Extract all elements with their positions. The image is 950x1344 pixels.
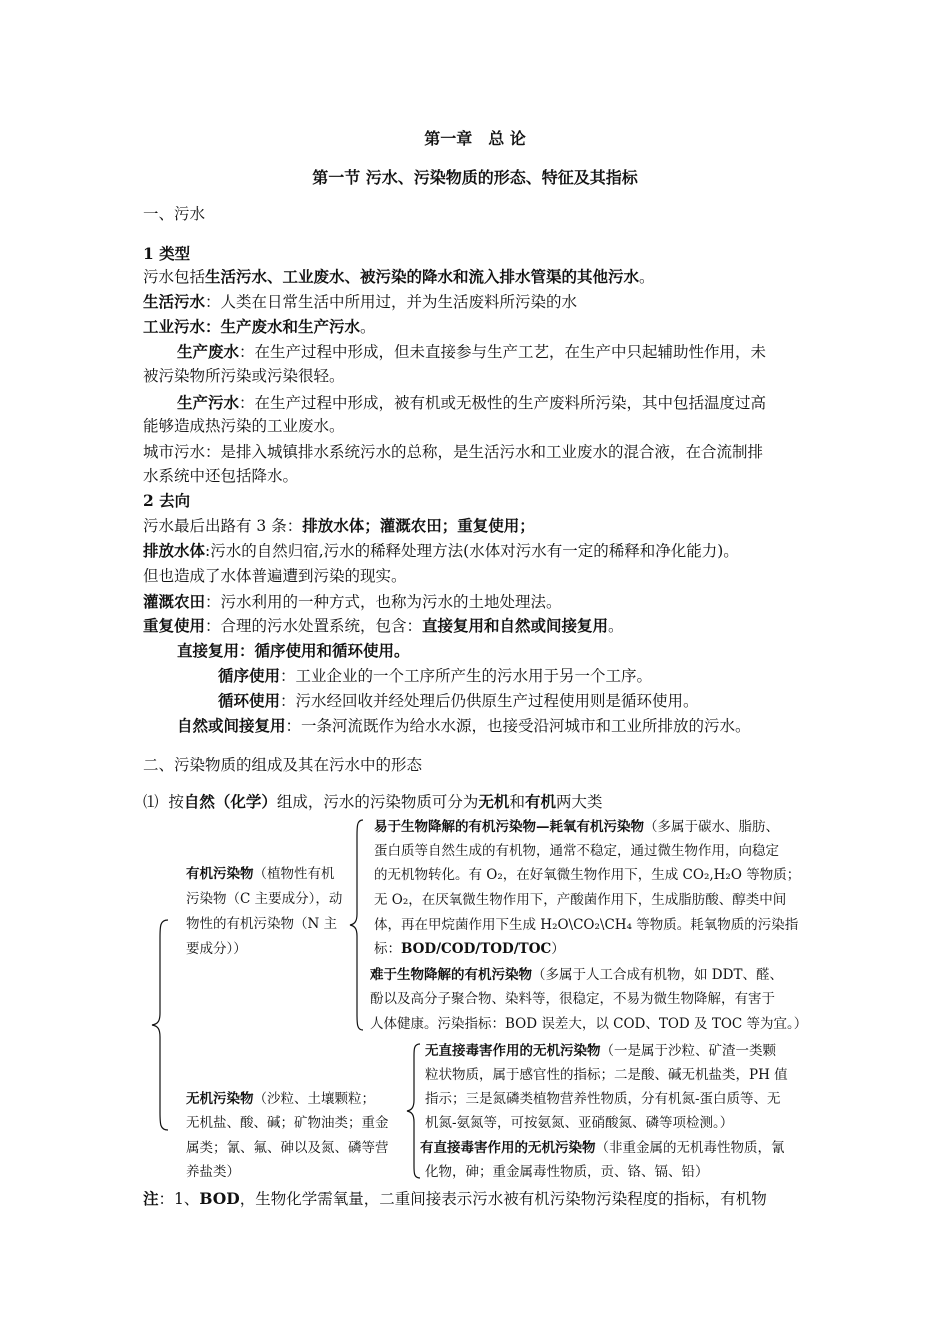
part2-heading: 二、污染物质的组成及其在污水中的形态 (143, 756, 423, 774)
organic-brace (348, 818, 366, 1032)
organic-desc-line-2: 污染物（C 主要成分），动 (186, 891, 343, 907)
natural-reuse-line: 自然或间接复用：一条河流既作为给水水源，也接受沿河城市和工业所排放的污水。 (177, 716, 751, 735)
organic-pollutant-label: 有机污染物（植物性有机 (186, 866, 335, 882)
reuse-line: 重复使用：合理的污水处置系统，包含：直接复用和自然或间接复用。 (143, 616, 624, 635)
types-line: 污水包括生活污水、工业废水、被污染的降水和流入排水管渠的其他污水。 (143, 267, 655, 286)
non-toxic-inorganic-line-2: 粒状物质，属于感官性的指标；二是酸、碱无机盐类，PH 值 (425, 1067, 788, 1083)
section-title: 第一节 污水、污染物质的形态、特征及其指标 (312, 168, 638, 187)
hard-degradable-line-3: 人体健康。污染指标：BOD 误差大，以 COD、TOD 及 TOC 等为宜。） (370, 1016, 808, 1032)
non-toxic-inorganic-line-1: 无直接毒害作用的无机污染物（一是属于沙粒、矿渣一类颗 (425, 1043, 776, 1059)
inorganic-desc-line-2: 无机盐、酸、碱；矿物油类；重金 (186, 1115, 389, 1131)
chapter-title: 第一章 总 论 (424, 129, 526, 148)
easy-degradable-line-3: 的无机物转化。有 O₂，在好氧微生物作用下，生成 CO₂,H₂O 等物质； (374, 867, 801, 883)
outer-brace (150, 918, 172, 1132)
non-toxic-inorganic-line-4: 机氮-氨氮等，可按氨氮、亚硝酸氮、磷等项检测。） (425, 1115, 734, 1131)
organic-desc-line-3: 物性的有机污染物（N 主 (186, 916, 338, 932)
discharge-line-2: 但也造成了水体普遍遭到污染的现实。 (143, 567, 407, 585)
domestic-sewage-line: 生活污水：人类在日常生活中所用过，并为生活废料所污染的水 (143, 292, 578, 311)
sub-heading-types: 1 类型 (143, 244, 191, 263)
inorganic-brace (405, 1042, 423, 1180)
production-sewage-line-2: 能够造成热污染的工业废水。 (143, 417, 345, 435)
production-sewage-line: 生产污水：在生产过程中形成，被有机或无极性的生产废料所污染，其中包括温度过高 (177, 393, 767, 412)
sub-heading-destination: 2 去向 (143, 491, 191, 510)
note-line: 注：1、BOD，生物化学需氧量，二重间接表示污水被有机污染物污染程度的指标，有机物 (143, 1189, 767, 1208)
industrial-sewage-line: 工业污水：生产废水和生产污水。 (143, 317, 376, 336)
irrigation-line: 灌溉农田：污水利用的一种方式，也称为污水的土地处理法。 (143, 592, 562, 611)
toxic-inorganic-line-2: 化物，砷；重金属毒性物质，贡、铬、镉、铅） (425, 1164, 709, 1180)
production-wastewater-line: 生产废水：在生产过程中形成，但未直接参与生产工艺，在生产中只起辅助性作用，未 (177, 342, 767, 361)
easy-degradable-line-5: 体，再在甲烷菌作用下生成 H₂O\CO₂\CH₄ 等物质。耗氧物质的污染指 (374, 917, 799, 933)
classification-intro: ⑴ 按自然（化学）组成，污水的污染物质可分为无机和有机两大类 (143, 792, 603, 811)
inorganic-desc-line-3: 属类；氰、氟、砷以及氮、磷等营 (186, 1140, 389, 1156)
discharge-line: 排放水体:污水的自然归宿,污水的稀释处理方法(水体对污水有一定的稀释和净化能力)。 (143, 541, 739, 560)
hard-degradable-line-1: 难于生物降解的有机污染物（多属于人工合成有机物，如 DDT、醛、 (370, 967, 783, 983)
inorganic-pollutant-label: 无机污染物（沙粒、土壤颗粒； (186, 1091, 375, 1107)
easy-degradable-line-4: 无 O₂，在厌氧微生物作用下，产酸菌作用下，生成脂肪酸、醇类中间 (374, 892, 787, 908)
production-wastewater-line-2: 被污染物所污染或污染很轻。 (143, 367, 345, 385)
toxic-inorganic-line-1: 有直接毒害作用的无机污染物（非重金属的无机毒性物质，氰 (420, 1140, 785, 1156)
direct-reuse-line: 直接复用：循序使用和循环使用。 (177, 641, 410, 660)
easy-degradable-line-2: 蛋白质等自然生成的有机物，通常不稳定，通过微生物作用，向稳定 (374, 843, 779, 859)
routes-line: 污水最后出路有 3 条：排放水体；灌溉农田；重复使用； (143, 516, 535, 535)
city-sewage-line: 城市污水：是排入城镇排水系统污水的总称，是生活污水和工业废水的混合液，在合流制排 (143, 443, 764, 461)
inorganic-desc-line-4: 养盐类） (186, 1164, 240, 1180)
easy-degradable-line-6: 标：BOD/COD/TOD/TOC） (374, 941, 565, 957)
sequential-use-line: 循序使用：工业企业的一个工序所产生的污水用于另一个工序。 (218, 666, 653, 685)
hard-degradable-line-2: 酚以及高分子聚合物、染料等，很稳定，不易为微生物降解，有害于 (370, 991, 775, 1007)
easy-degradable-line-1: 易于生物降解的有机污染物—耗氧有机污染物（多属于碳水、脂肪、 (374, 819, 779, 835)
circular-use-line: 循环使用：污水经回收并经处理后仍供原生产过程使用则是循环使用。 (218, 691, 699, 710)
organic-desc-line-4: 要成分）） (186, 941, 247, 957)
city-sewage-line-2: 水系统中还包括降水。 (143, 467, 299, 485)
non-toxic-inorganic-line-3: 指示；三是氮磷类植物营养性物质，分有机氮-蛋白质等、无 (425, 1091, 781, 1107)
part1-heading: 一、污水 (143, 205, 206, 223)
